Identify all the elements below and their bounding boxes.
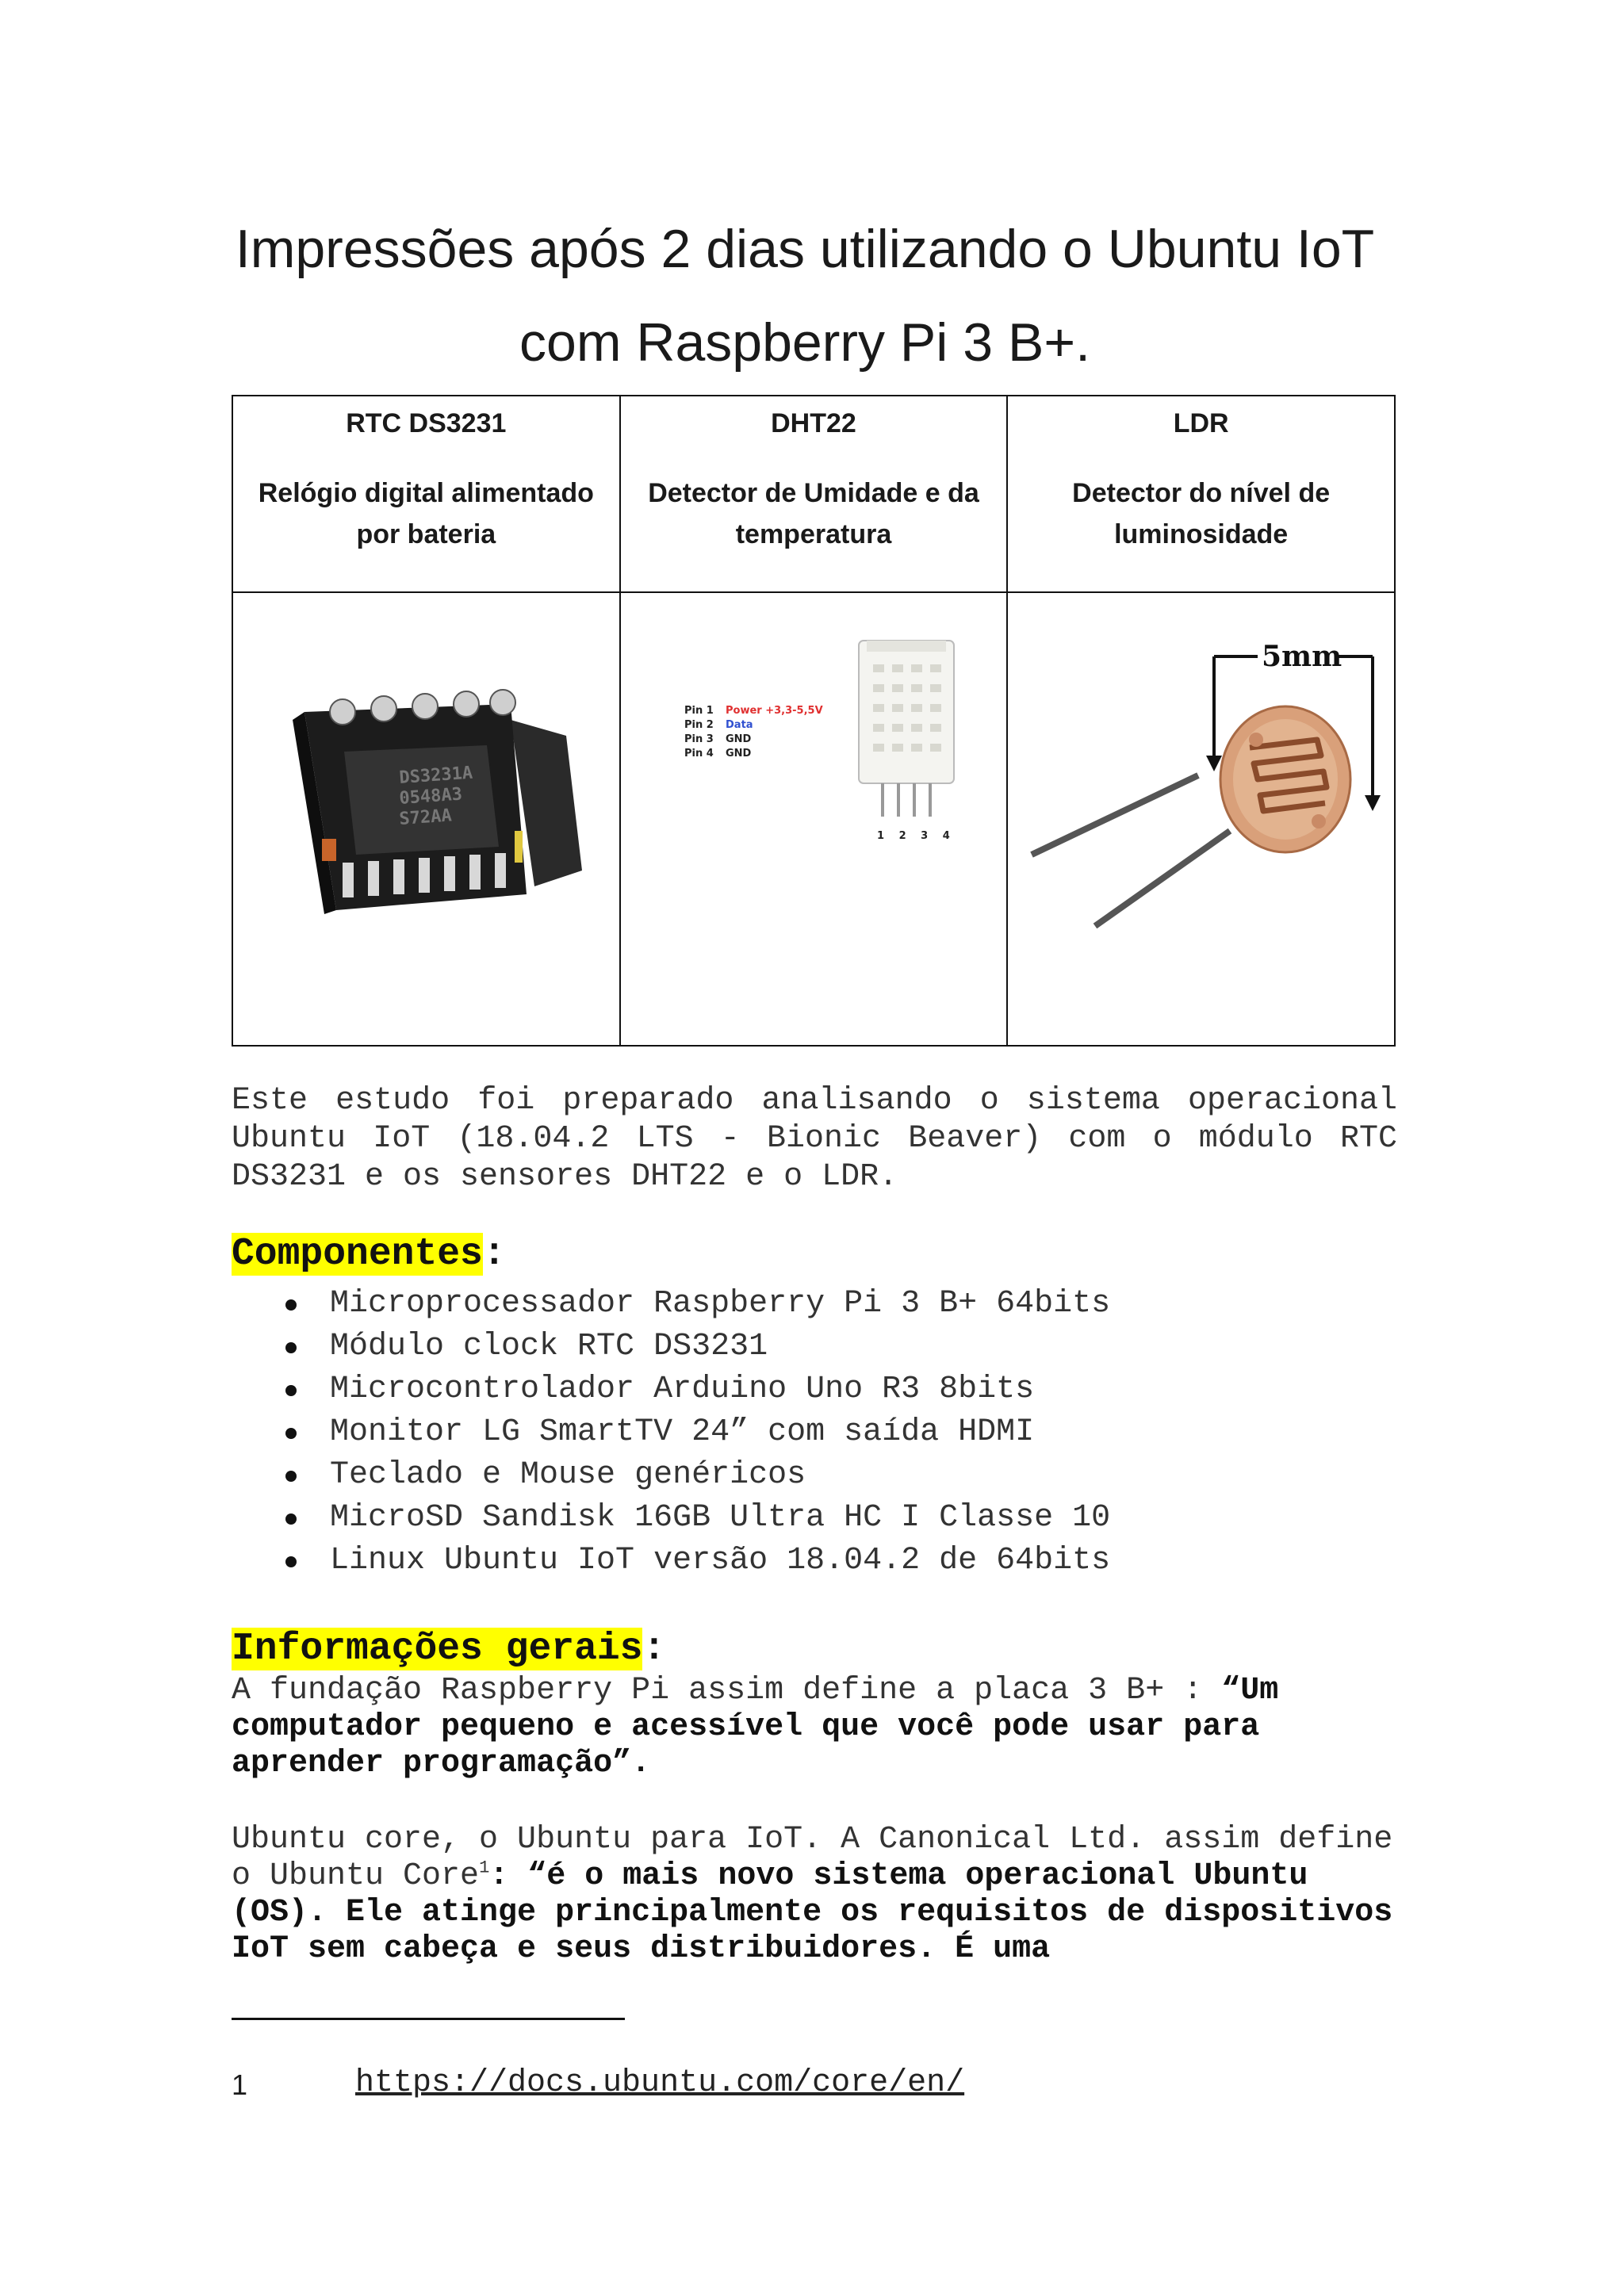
raspberry-definition-paragraph — [232, 1673, 1397, 1782]
svg-text:S72AA: S72AA — [398, 806, 453, 829]
sensor-description: Detector de Umidade e da temperatura — [648, 478, 979, 549]
list-item-text: MicroSD Sandisk 16GB Ultra HC I Classe 10 — [330, 1500, 1111, 1536]
list-item-text: Monitor LG SmartTV 24” com saída HDMI — [330, 1414, 1035, 1450]
list-item — [232, 1368, 1110, 1411]
list-item-text: Microprocessador Raspberry Pi 3 B+ 64bits — [330, 1286, 1111, 1322]
ubuntu-core-paragraph — [232, 1822, 1397, 1968]
footnote-ref[interactable]: 1 — [479, 1858, 490, 1878]
ldr-image — [1007, 592, 1395, 1046]
title-line-2: com Raspberry Pi 3 B+. — [519, 312, 1090, 373]
dht22-pin-1-label: Pin 1 — [684, 705, 714, 717]
sensor-name: LDR — [1173, 408, 1229, 438]
ldr-illustration — [1024, 593, 1404, 989]
bullet-icon — [285, 1428, 297, 1439]
list-item-text: Módulo clock RTC DS3231 — [330, 1329, 768, 1364]
bullet-icon — [285, 1342, 297, 1353]
dht22-sensor-image — [620, 592, 1008, 1046]
intro-paragraph: Este estudo foi preparado analisando o sistema operacional Ubuntu IoT (18.04.2 LTS - Bionic Beaver) com o módulo RTC DS3231 e os sensores DHT22 e o LDR. — [232, 1083, 1397, 1195]
list-item — [232, 1326, 1110, 1368]
list-item — [232, 1454, 1110, 1497]
components-heading: Componentes: — [232, 1233, 506, 1276]
dht22-pin-2-function: Data — [725, 719, 753, 731]
info-heading-text: Informações gerais — [232, 1628, 643, 1670]
sensor-name: RTC DS3231 — [346, 408, 507, 438]
ldr-size-label: 5mm — [1262, 640, 1342, 673]
svg-text:DS3231A: DS3231A — [398, 763, 473, 788]
sensor-description: Relógio digital alimentado por bateria — [258, 478, 594, 549]
sensor-cell-rtc — [232, 396, 620, 592]
list-item-text: Microcontrolador Arduino Uno R3 8bits — [330, 1372, 1035, 1407]
dht22-pin-numbers: 1 2 3 4 — [876, 830, 956, 842]
dht22-illustration — [637, 593, 1017, 989]
sensor-description: Detector do nível de luminosidade — [1072, 478, 1331, 549]
list-item — [232, 1283, 1110, 1326]
list-item-text: Teclado e Mouse genéricos — [330, 1457, 806, 1493]
list-item — [232, 1497, 1110, 1540]
dht22-pin-1-function: Power +3,3-5,5V — [725, 705, 823, 717]
rtc-module-illustration — [249, 593, 630, 989]
sensor-table — [232, 395, 1396, 1047]
dht22-pin-4-function: GND — [725, 748, 751, 760]
sensor-name: DHT22 — [771, 408, 856, 438]
dht22-pin-2-label: Pin 2 — [684, 719, 714, 731]
para2-quote: : “é o mais novo sistema operacional Ubuntu (OS). Ele atinge principalmente os requisitos de dispositivos IoT sem cabeça e seus distribuidores. É uma — [232, 1858, 1393, 1967]
dht22-pin-4-label: Pin 4 — [684, 748, 714, 760]
list-item — [232, 1540, 1110, 1582]
bullet-icon — [285, 1471, 297, 1482]
svg-text:0548A3: 0548A3 — [398, 784, 463, 809]
list-item — [232, 1411, 1110, 1454]
sensor-header-row — [232, 396, 1395, 592]
sensor-cell-dht22 — [620, 396, 1008, 592]
footnote-link[interactable]: https://docs.ubuntu.com/core/en/ — [355, 2065, 965, 2101]
bullet-icon — [285, 1385, 297, 1396]
para1-text: A fundação Raspberry Pi assim define a placa 3 B+ : — [232, 1673, 1222, 1709]
info-heading: Informações gerais: — [232, 1628, 666, 1670]
para1-quote: “Um computador pequeno e acessível que você pode usar para aprender programação”. — [232, 1673, 1279, 1781]
dht22-pin-3-function: GND — [725, 733, 751, 745]
title-line-1: Impressões após 2 dias utilizando o Ubuntu IoT — [235, 219, 1375, 279]
page-title — [198, 202, 1411, 389]
footnote-number: 1 — [232, 2068, 248, 2101]
bullet-icon — [285, 1299, 297, 1311]
components-heading-text: Componentes — [232, 1233, 483, 1276]
sensor-image-row — [232, 592, 1395, 1046]
bullet-icon — [285, 1556, 297, 1567]
list-item-text: Linux Ubuntu IoT versão 18.04.2 de 64bits — [330, 1543, 1111, 1578]
footnote-separator — [232, 2018, 625, 2020]
rtc-module-image — [232, 592, 620, 1046]
dht22-pin-3-label: Pin 3 — [684, 733, 714, 745]
para2-text: Ubuntu core, o Ubuntu para IoT. A Canonical Ltd. assim define o Ubuntu Core — [232, 1822, 1393, 1894]
bullet-icon — [285, 1513, 297, 1525]
sensor-cell-ldr — [1007, 396, 1395, 592]
components-list — [232, 1283, 1110, 1582]
